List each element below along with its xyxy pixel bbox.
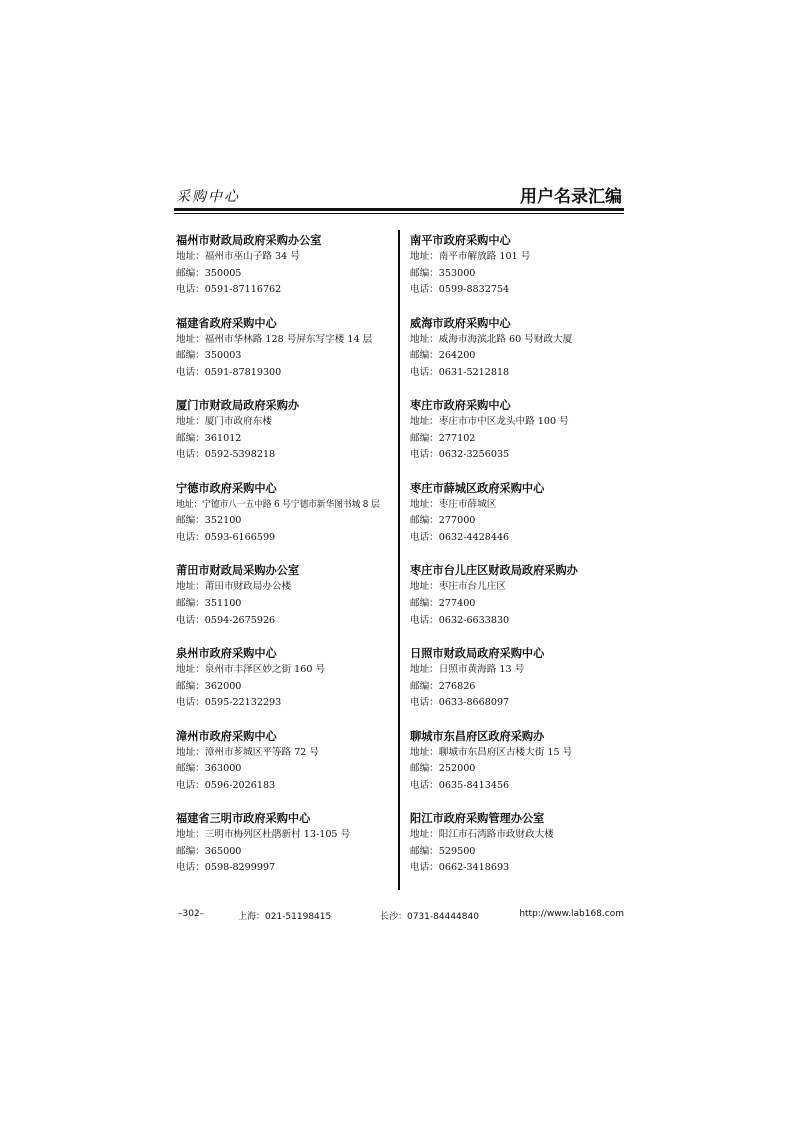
footer-website-link[interactable]: http://www.lab168.com bbox=[519, 909, 624, 919]
entry-address: 地址：莆田市财政局办公楼 bbox=[176, 581, 292, 593]
directory-entry bbox=[410, 729, 630, 812]
directory-entry bbox=[410, 398, 630, 481]
right-column bbox=[410, 233, 630, 894]
entry-name: 福建省政府采购中心 bbox=[176, 316, 277, 330]
column-divider bbox=[398, 230, 400, 890]
entry-name: 泉州市政府采购中心 bbox=[176, 646, 277, 660]
entry-phone: 电话：0598-8299997 bbox=[176, 862, 276, 874]
directory-entry bbox=[176, 646, 396, 729]
entry-postcode: 邮编：363000 bbox=[176, 763, 242, 775]
entry-phone: 电话：0633-8668097 bbox=[410, 697, 510, 709]
directory-entry bbox=[176, 316, 396, 399]
directory-entry bbox=[410, 811, 630, 894]
entry-postcode: 邮编：351100 bbox=[176, 597, 242, 609]
entry-address: 地址：枣庄市薛城区 bbox=[410, 498, 497, 510]
entry-name: 漳州市政府采购中心 bbox=[176, 729, 277, 743]
directory-entry bbox=[410, 481, 630, 564]
entry-phone: 电话：0593-6166599 bbox=[176, 531, 276, 543]
directory-entry bbox=[176, 729, 396, 812]
footer-changsha-phone: 长沙：0731-84444840 bbox=[380, 912, 479, 922]
entry-address: 地址：威海市海滨北路 60 号财政大厦 bbox=[410, 333, 573, 345]
entry-postcode: 邮编：529500 bbox=[410, 845, 476, 857]
entry-phone: 电话：0591-87116762 bbox=[176, 284, 282, 296]
entry-name: 厦门市财政局政府采购办 bbox=[176, 399, 300, 413]
directory-entry bbox=[176, 811, 396, 894]
entry-postcode: 邮编：252000 bbox=[410, 763, 476, 775]
entry-postcode: 邮编：353000 bbox=[410, 267, 476, 279]
entry-phone: 电话：0632-3256035 bbox=[410, 449, 510, 461]
entry-postcode: 邮编：276826 bbox=[410, 680, 476, 692]
entry-postcode: 邮编：277000 bbox=[410, 515, 476, 527]
entry-name: 聊城市东昌府区政府采购办 bbox=[410, 729, 545, 743]
entry-address: 地址：福州市华林路 128 号屏东写字楼 14 层 bbox=[176, 333, 373, 345]
page-number: –302– bbox=[178, 909, 205, 919]
entry-address: 地址：福州市巫山子路 34 号 bbox=[176, 251, 300, 262]
entry-name: 福建省三明市政府采购中心 bbox=[176, 812, 311, 826]
entry-name: 枣庄市台儿庄区财政局政府采购办 bbox=[410, 564, 578, 578]
entry-name: 南平市政府采购中心 bbox=[410, 234, 511, 247]
directory-entry bbox=[410, 233, 630, 316]
entry-phone: 电话：0595-22132293 bbox=[176, 697, 282, 709]
header-rule-thick bbox=[174, 208, 624, 211]
entry-name: 枣庄市政府采购中心 bbox=[410, 399, 511, 413]
entry-phone: 电话：0631-5212818 bbox=[410, 366, 510, 378]
entry-address: 地址：阳江市石湾路市政财政大楼 bbox=[410, 829, 554, 841]
entry-address: 地址：三明市梅列区杜鹃新村 13-105 号 bbox=[176, 829, 351, 841]
entry-postcode: 邮编：350005 bbox=[176, 267, 242, 279]
header-rule-thin bbox=[174, 213, 624, 214]
directory-entry bbox=[176, 563, 396, 646]
left-column bbox=[176, 233, 396, 894]
entry-address: 地址：漳州市芗城区平等路 72 号 bbox=[176, 746, 320, 758]
entry-address: 地址：泉州市丰泽区妙之街 160 号 bbox=[176, 663, 326, 675]
entry-address: 地址：日照市黄海路 13 号 bbox=[410, 663, 525, 675]
page-header-left: 采购中心 bbox=[176, 189, 240, 205]
entry-phone: 电话：0599-8832754 bbox=[410, 284, 510, 296]
page-header-right: 用户名录汇编 bbox=[520, 187, 622, 207]
directory-entry bbox=[410, 646, 630, 729]
entry-name: 福州市财政局政府采购办公室 bbox=[176, 234, 322, 247]
entry-phone: 电话：0596-2026183 bbox=[176, 779, 276, 791]
entry-name: 莆田市财政局采购办公室 bbox=[176, 564, 300, 578]
entry-address: 地址：南平市解放路 101 号 bbox=[410, 251, 531, 262]
directory-entry bbox=[176, 481, 396, 564]
entry-name: 阳江市政府采购管理办公室 bbox=[410, 812, 545, 826]
entry-phone: 电话：0632-4428446 bbox=[410, 531, 510, 543]
entry-address: 地址：聊城市东昌府区古楼大街 15 号 bbox=[410, 746, 573, 758]
entry-name: 日照市财政局政府采购中心 bbox=[410, 646, 545, 660]
entry-postcode: 邮编：350003 bbox=[176, 350, 242, 362]
directory-entry bbox=[176, 233, 396, 316]
page-footer bbox=[174, 909, 626, 923]
entry-phone: 电话：0594-2675926 bbox=[176, 614, 276, 626]
entry-postcode: 邮编：361012 bbox=[176, 432, 242, 444]
entry-postcode: 邮编：264200 bbox=[410, 350, 476, 362]
footer-shanghai-phone: 上海：021-51198415 bbox=[238, 912, 332, 922]
entry-address: 地址：枣庄市台儿庄区 bbox=[410, 581, 506, 593]
entry-phone: 电话：0662-3418693 bbox=[410, 862, 510, 874]
directory-entry bbox=[410, 316, 630, 399]
entry-name: 宁德市政府采购中心 bbox=[176, 481, 277, 495]
entry-postcode: 邮编：365000 bbox=[176, 845, 242, 857]
entry-address: 地址：厦门市政府东楼 bbox=[176, 416, 272, 428]
entry-postcode: 邮编：352100 bbox=[176, 515, 242, 527]
entry-phone: 电话：0632-6633830 bbox=[410, 614, 510, 626]
directory-entry bbox=[410, 563, 630, 646]
directory-entry bbox=[176, 398, 396, 481]
entry-postcode: 邮编：277400 bbox=[410, 597, 476, 609]
entry-phone: 电话：0591-87819300 bbox=[176, 366, 282, 378]
entry-phone: 电话：0592-5398218 bbox=[176, 449, 276, 461]
entry-name: 枣庄市薛城区政府采购中心 bbox=[410, 481, 545, 495]
entry-address: 地址：枣庄市市中区龙头中路 100 号 bbox=[410, 416, 569, 428]
entry-address: 地址：宁德市八一五中路 6 号宁德市新华图书城 8 层 bbox=[176, 499, 380, 510]
entry-name: 威海市政府采购中心 bbox=[410, 316, 511, 330]
entry-postcode: 邮编：362000 bbox=[176, 680, 242, 692]
entry-postcode: 邮编：277102 bbox=[410, 432, 476, 444]
entry-phone: 电话：0635-8413456 bbox=[410, 779, 510, 791]
